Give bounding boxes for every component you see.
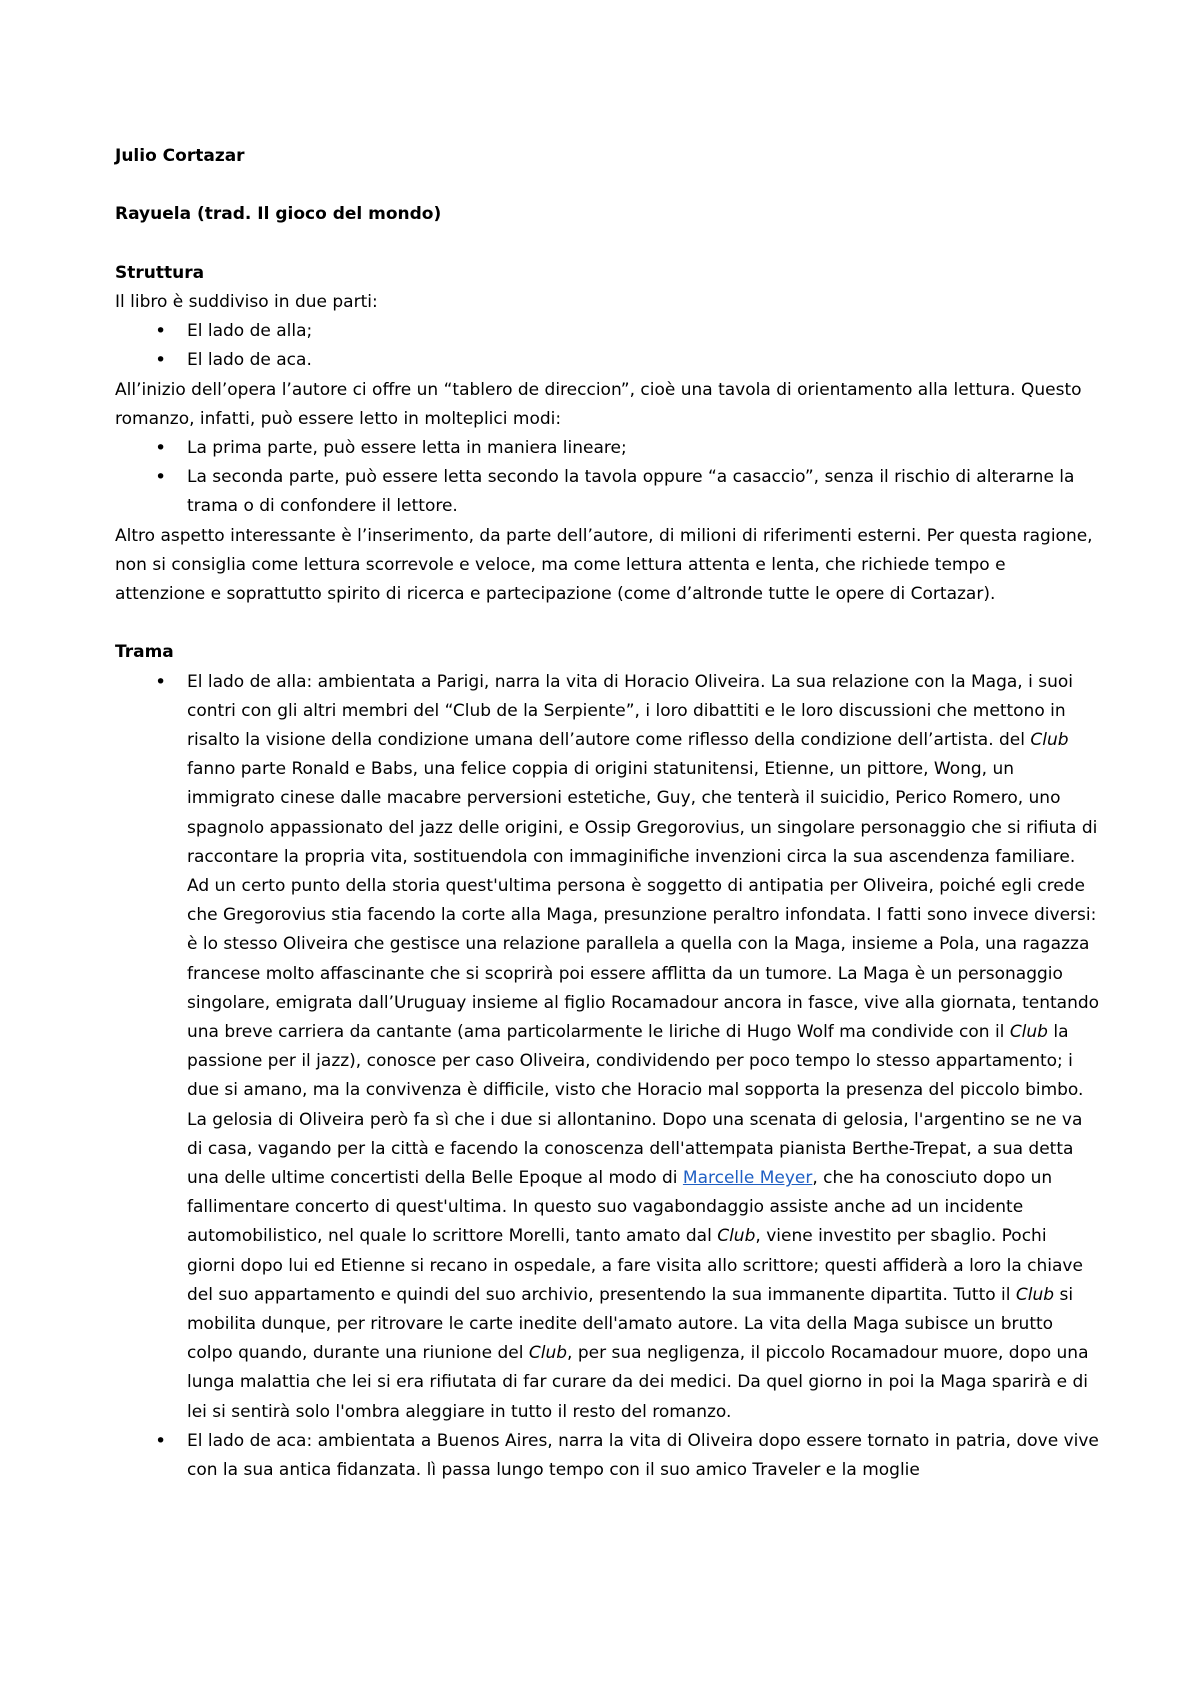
text-run: , per sua negligenza, il piccolo Rocamadour muore, dopo una lunga malattia che lei si era rifiutata di far curare da dei medici. Da quel giorno in poi la Maga sparirà e di lei si sentirà solo l'ombra aleggiare in tutto il resto del romanzo. xyxy=(187,1343,1089,1422)
struttura-paragraph-1: All’inizio dell’opera l’autore ci offre un “tablero de direccion”, cioè una tavola di orientamento alla lettura. Questo romanzo, infatti, può essere letto in molteplici modi: xyxy=(115,379,1082,429)
italic-club: Club xyxy=(717,1226,756,1247)
list-item-lado-de-alla xyxy=(187,668,1100,1427)
text-run: El lado de alla: ambientata a Parigi, narra la vita di Horacio Oliveira. La sua relazione con la Maga, i suoi contri con gli altri membri del “Club de la Serpiente”, i loro dibattiti e le loro discussioni che mettono in risalto la visione della condizione umana dell’autore come riflesso della condizione dell’artista. del xyxy=(187,671,1074,751)
spacer xyxy=(115,171,1100,200)
document-author: Julio Cortazar xyxy=(115,146,245,166)
text-run: , che ha conosciuto dopo un fallimentare concerto di quest'ultima. In questo suo vagabondaggio assiste anche ad un incidente automobilistico, nel quale lo scrittore Morelli, tanto amato dal xyxy=(187,1168,1053,1247)
struttura-intro: Il libro è suddiviso in due parti: xyxy=(115,291,378,312)
marcelle-meyer-link[interactable]: Marcelle Meyer xyxy=(682,1168,813,1189)
trama-list xyxy=(115,668,1100,1486)
italic-club: Club xyxy=(528,1343,568,1364)
text-run: la passione per il jazz), conosce per caso Oliveira, condividendo per poco tempo lo stesso appartamento; i due si amano, ma la convivenza è difficile, visto che Horacio mal sopporta la presenza del piccolo bimbo. La gelosia di Oliveira però fa sì che i due si allontanino. Dopo una scenata di gelosia, l'argentino se ne va di casa, vagando per la città e facendo la conoscenza dell'attempata pianista Berthe-Trepat, a sua detta una delle ultime concertisti della Belle Epoque al modo di xyxy=(187,1022,1084,1189)
parts-list xyxy=(115,317,1100,375)
italic-club: Club xyxy=(1030,730,1069,751)
text-run: si mobilita dunque, per ritrovare le carte inedite dell'amato autore. La vita della Maga subisce un brutto colpo quando, durante una riunione del xyxy=(187,1284,1074,1364)
list-item: • La prima parte, può essere letta in maniera lineare; xyxy=(187,434,1100,463)
list-item: • La seconda parte, può essere letta secondo la tavola oppure “a casaccio”, senza il rischio di alterarne la trama o di confondere il lettore. xyxy=(187,463,1100,521)
text-run: , viene investito per sbaglio. Pochi giorni dopo lui ed Etienne si recano in ospedale, a fare visita allo scrittore; questi affiderà a loro la chiave del suo appartamento e quindi del suo archivio, presentendo la sua immanente dipartita. Tutto il xyxy=(187,1226,1083,1305)
reading-modes-list xyxy=(115,434,1100,522)
list-item: • El lado de alla; xyxy=(187,317,1100,346)
text-run: fanno parte Ronald e Babs, una felice coppia di origini statunitensi, Etienne, un pittore, Wong, un immigrato cinese dalle macabre perversioni estetiche, Guy, che tenterà il suicidio, Perico Romero, uno spagnolo appassionato del jazz delle origini, e Ossip Gregorovius, un singolare personaggio che si rifiuta di raccontare la propria vita, sostituendola con immaginifiche invenzioni circa la sua ascendenza familiare. Ad un certo punto della storia quest'ultima persona è soggetto di antipatia per Oliveira, poiché egli crede che Gregorovius stia facendo la corte alla Maga, presunzione peraltro infondata. I fatti sono invece diversi: è lo stesso Oliveira che gestisce una relazione parallela a quella con la Maga, insieme a Pola, una ragazza francese molto affascinante che si scoprirà poi essere afflitta da un tumore. La Maga è un personaggio singolare, emigrata dall’Uruguay insieme al figlio Rocamadour ancora in fasce, vive alla giornata, tentando una breve carriera da cantante (ama particolarmente le liriche di Hugo Wolf ma condivide con il xyxy=(187,759,1100,1043)
section-heading-trama: Trama xyxy=(115,642,174,663)
spacer xyxy=(115,609,1100,638)
struttura-paragraph-2: Altro aspetto interessante è l’inserimento, da parte dell’autore, di milioni di riferimenti esterni. Per questa ragione, non si consiglia come lettura scorrevole e veloce, ma come lettura attenta e lenta, che richiede tempo e attenzione e soprattutto spirito di ricerca e partecipazione (come d’altronde tutte le opere di Cortazar). xyxy=(115,525,1093,605)
italic-club: Club xyxy=(1015,1284,1055,1305)
italic-club: Club xyxy=(1009,1022,1048,1043)
list-item-lado-de-aca: • El lado de aca: ambientata a Buenos Aires, narra la vita di Oliveira dopo essere tornato in patria, dove vive con la sua antica fidanzata. lì passa lungo tempo con il suo amico Traveler e la moglie xyxy=(187,1427,1100,1485)
document-title: Rayuela (trad. Il gioco del mondo) xyxy=(115,204,442,225)
spacer xyxy=(115,230,1100,259)
section-heading-struttura: Struttura xyxy=(115,262,205,283)
list-item: • El lado de aca. xyxy=(187,346,1100,375)
